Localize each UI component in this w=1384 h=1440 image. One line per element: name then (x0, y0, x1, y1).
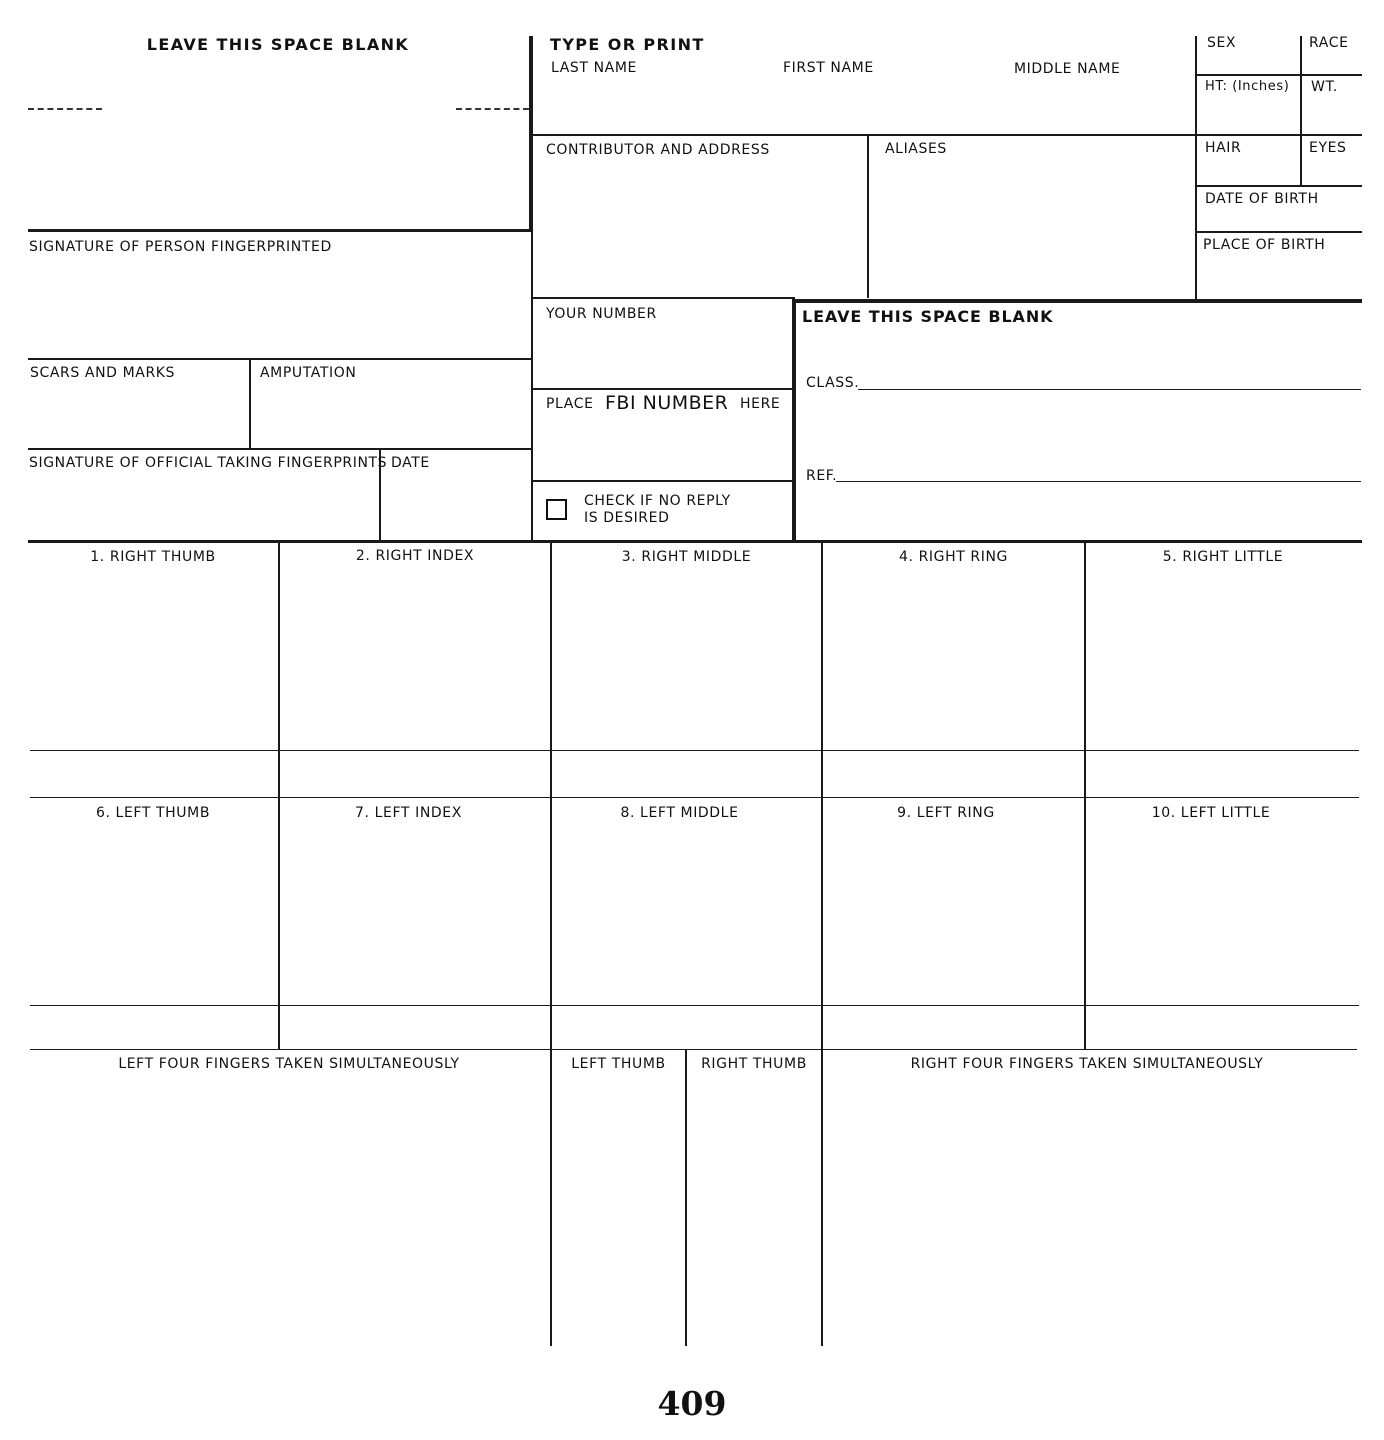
weight-label: WT. (1311, 79, 1338, 95)
finger-label-right-middle: 3. RIGHT MIDDLE (621, 549, 752, 565)
last-name-label: LAST NAME (551, 60, 637, 76)
leave-blank-heading: LEAVE THIS SPACE BLANK (146, 35, 410, 54)
divider-line (533, 297, 795, 299)
divider-line (28, 358, 531, 360)
divider-line (1197, 231, 1362, 233)
divider-line (28, 108, 102, 110)
race-label: RACE (1309, 35, 1349, 51)
signature-official-label: SIGNATURE OF OFFICIAL TAKING FINGERPRINTS (29, 455, 388, 471)
divider-line (550, 543, 552, 1346)
finger-label-right-little: 5. RIGHT LITTLE (1162, 549, 1284, 565)
finger-label-right-index: 2. RIGHT INDEX (355, 548, 475, 564)
signature-person-label: SIGNATURE OF PERSON FINGERPRINTED (29, 239, 332, 255)
divider-line (792, 299, 796, 542)
finger-label-left-ring: 9. LEFT RING (897, 805, 995, 821)
divider-line (28, 229, 533, 232)
height-label: HT: (Inches) (1205, 79, 1290, 94)
divider-line (28, 448, 531, 450)
divider-line (531, 232, 533, 542)
left-thumb-plain-label: LEFT THUMB (571, 1056, 666, 1072)
divider-line (28, 540, 1362, 543)
place-of-birth-label: PLACE OF BIRTH (1203, 237, 1326, 253)
scars-label: SCARS AND MARKS (30, 365, 176, 381)
divider-line (685, 1050, 687, 1346)
finger-label-left-middle: 8. LEFT MIDDLE (620, 805, 739, 821)
no-reply-checkbox[interactable] (546, 499, 567, 520)
date-of-birth-label: DATE OF BIRTH (1205, 191, 1319, 207)
divider-line (793, 299, 1362, 303)
divider-line (533, 388, 792, 390)
divider-line (821, 543, 823, 1346)
aliases-label: ALIASES (885, 141, 947, 157)
divider-line (867, 136, 869, 298)
finger-label-right-ring: 4. RIGHT RING (898, 549, 1009, 565)
divider-line (456, 108, 529, 110)
divider-line (836, 481, 1361, 482)
divider-line (858, 389, 1361, 390)
date-label: DATE (391, 455, 430, 471)
leave-blank-heading-right: LEAVE THIS SPACE BLANK (802, 307, 1054, 326)
eyes-label: EYES (1309, 140, 1347, 156)
place-label: PLACE (546, 396, 594, 412)
page-number: 409 (657, 1384, 727, 1423)
right-thumb-plain-label: RIGHT THUMB (701, 1056, 807, 1072)
finger-label-right-thumb: 1. RIGHT THUMB (90, 549, 216, 565)
finger-label-left-thumb: 6. LEFT THUMB (95, 805, 211, 821)
divider-line (30, 750, 1359, 751)
hair-label: HAIR (1205, 140, 1242, 156)
your-number-label: YOUR NUMBER (546, 306, 657, 322)
amputation-label: AMPUTATION (260, 365, 357, 381)
divider-line (30, 1005, 1359, 1006)
contributor-label: CONTRIBUTOR AND ADDRESS (546, 142, 770, 158)
check-label-line2: IS DESIRED (584, 510, 670, 526)
divider-line (30, 1049, 1357, 1050)
divider-line (1300, 36, 1302, 186)
check-label-line1: CHECK IF NO REPLY (584, 493, 731, 509)
right-four-label: RIGHT FOUR FINGERS TAKEN SIMULTANEOUSLY (910, 1056, 1264, 1072)
finger-label-left-index: 7. LEFT INDEX (355, 805, 462, 821)
divider-line (533, 480, 792, 482)
left-four-label: LEFT FOUR FINGERS TAKEN SIMULTANEOUSLY (118, 1056, 460, 1072)
class-label: CLASS. (806, 375, 860, 391)
divider-line (533, 134, 1362, 136)
sex-label: SEX (1207, 35, 1237, 51)
finger-label-left-little: 10. LEFT LITTLE (1151, 805, 1271, 821)
divider-line (249, 360, 251, 449)
middle-name-label: MIDDLE NAME (1014, 61, 1121, 77)
divider-line (30, 797, 1359, 798)
first-name-label: FIRST NAME (783, 60, 874, 76)
divider-line (1197, 185, 1362, 187)
type-or-print-heading: TYPE OR PRINT (550, 35, 705, 54)
fbi-number-label: FBI NUMBER (605, 392, 729, 414)
divider-line (1197, 74, 1362, 76)
here-label: HERE (740, 396, 781, 412)
ref-label: REF. (806, 468, 838, 484)
